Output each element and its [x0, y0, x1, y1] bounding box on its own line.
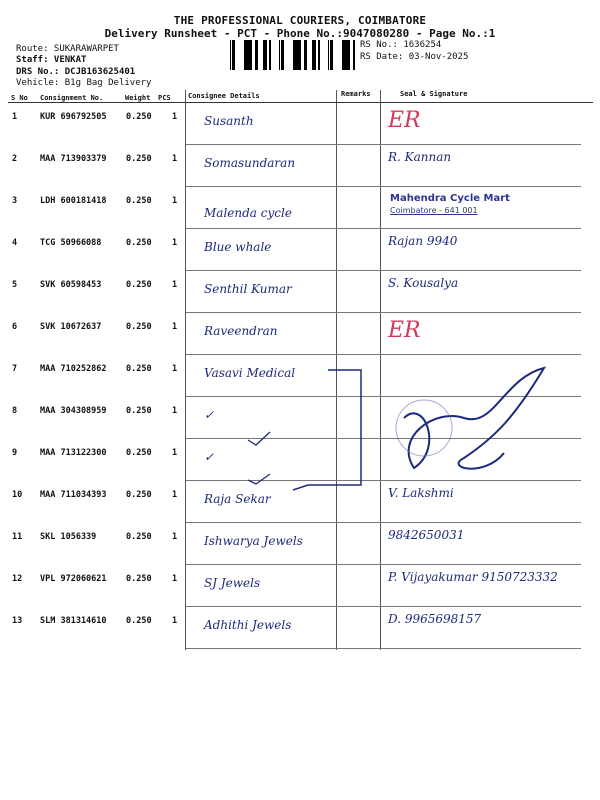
- row-signature: ER: [388, 318, 421, 343]
- row-weight: 0.250: [126, 154, 152, 164]
- route-label: Route: SUKARAWARPET: [16, 44, 119, 54]
- row-pcs: 1: [172, 574, 178, 584]
- table-row: [8, 104, 593, 146]
- col-sno: S No: [11, 94, 28, 102]
- row-pcs: 1: [172, 238, 178, 248]
- row-signature: S. Kousalya: [388, 276, 459, 290]
- col-weight: Weight: [125, 94, 151, 102]
- row-signature: V. Lakshmi: [388, 486, 454, 500]
- row-pcs: 1: [172, 406, 178, 416]
- row-weight: 0.250: [126, 574, 152, 584]
- row-consignment-no: KUR 696792505: [40, 112, 107, 122]
- col-seal-signature: Seal & Signature: [400, 90, 468, 98]
- row-sno: 2: [12, 154, 18, 164]
- row-sno: 7: [12, 364, 18, 374]
- row-weight: 0.250: [126, 406, 152, 416]
- row-consignee: Senthil Kumar: [204, 282, 292, 296]
- company-title: THE PROFESSIONAL COURIERS, COIMBATORE: [173, 14, 427, 27]
- row-consignment-no: SVK 60598453: [40, 280, 102, 290]
- row-consignment-no: SVK 10672637: [40, 322, 102, 332]
- row-weight: 0.250: [126, 532, 152, 542]
- table-row: [8, 146, 593, 188]
- row-sno: 8: [12, 406, 18, 416]
- row-consignee: Ishwarya Jewels: [204, 534, 303, 548]
- row-consignee: Raveendran: [204, 324, 278, 338]
- row-pcs: 1: [172, 322, 178, 332]
- rs-number: RS No.: 1636254: [360, 40, 442, 50]
- bracket-mark: [178, 360, 378, 510]
- stamp-name: Mahendra Cycle Mart: [390, 193, 510, 204]
- table-row: [8, 566, 593, 608]
- staff-label: Staff: VENKAT: [16, 55, 87, 65]
- row-sno: 1: [12, 112, 18, 122]
- row-consignee: ✓: [204, 450, 215, 464]
- row-pcs: 1: [172, 616, 178, 626]
- row-consignee: Adhithi Jewels: [204, 618, 292, 632]
- row-consignee: ✓: [204, 408, 215, 422]
- drs-number: DRS No.: DCJB163625401: [16, 67, 136, 77]
- row-consignment-no: VPL 972060621: [40, 574, 107, 584]
- col-consignment: Consignment No.: [40, 94, 104, 102]
- row-pcs: 1: [172, 448, 178, 458]
- table-row: [8, 314, 593, 356]
- row-pcs: 1: [172, 112, 178, 122]
- row-consignment-no: LDH 600181418: [40, 196, 107, 206]
- vehicle-label: Vehicle: B1g Bag Delivery: [16, 78, 152, 88]
- row-weight: 0.250: [126, 364, 152, 374]
- row-consignment-no: TCG 50966088: [40, 238, 102, 248]
- row-signature: P. Vijayakumar 9150723332: [388, 570, 558, 584]
- row-consignment-no: MAA 304308959: [40, 406, 107, 416]
- row-weight: 0.250: [126, 616, 152, 626]
- row-pcs: 1: [172, 280, 178, 290]
- company-stamp: [390, 193, 560, 215]
- row-sno: 3: [12, 196, 18, 206]
- row-consignment-no: SLM 381314610: [40, 616, 107, 626]
- row-weight: 0.250: [126, 238, 152, 248]
- table-row: [8, 608, 593, 650]
- barcode-icon: [229, 40, 355, 70]
- row-consignee: Raja Sekar: [204, 492, 271, 506]
- row-consignment-no: MAA 710252862: [40, 364, 107, 374]
- rs-date: RS Date: 03-Nov-2025: [360, 52, 469, 62]
- row-consignee: Somasundaran: [204, 156, 296, 170]
- row-sno: 11: [12, 532, 23, 542]
- row-sno: 5: [12, 280, 18, 290]
- row-signature: D. 9965698157: [388, 612, 482, 626]
- row-pcs: 1: [172, 154, 178, 164]
- table-row: [8, 272, 593, 314]
- row-pcs: 1: [172, 490, 178, 500]
- signature-scribble: [384, 358, 584, 508]
- row-consignee: Blue whale: [204, 240, 272, 254]
- row-sno: 6: [12, 322, 18, 332]
- row-pcs: 1: [172, 364, 178, 374]
- table-row: [8, 524, 593, 566]
- row-pcs: 1: [172, 532, 178, 542]
- row-sno: 13: [12, 616, 23, 626]
- row-consignment-no: MAA 711034393: [40, 490, 107, 500]
- runsheet-subtitle: Delivery Runsheet - PCT - Phone No.:9047080280 - Page No.:1: [104, 27, 496, 40]
- col-pcs: PCS: [158, 94, 171, 102]
- col-consignee: Consignee Details: [188, 92, 260, 100]
- row-consignee: Malenda cycle: [204, 206, 292, 220]
- row-weight: 0.250: [126, 112, 152, 122]
- row-weight: 0.250: [126, 490, 152, 500]
- row-signature: 9842650031: [388, 528, 465, 542]
- row-weight: 0.250: [126, 280, 152, 290]
- row-weight: 0.250: [126, 196, 152, 206]
- row-signature: ER: [388, 108, 421, 133]
- row-weight: 0.250: [126, 322, 152, 332]
- stamp-sub: Coimbatore - 641 001: [390, 206, 478, 215]
- row-sno: 4: [12, 238, 18, 248]
- table-row: [8, 230, 593, 272]
- row-consignee: Vasavi Medical: [204, 366, 296, 380]
- row-consignment-no: SKL 1056339: [40, 532, 97, 542]
- col-remarks: Remarks: [341, 90, 371, 98]
- runsheet-table: [8, 90, 593, 650]
- row-signature: Rajan 9940: [388, 234, 458, 248]
- row-signature: R. Kannan: [388, 150, 452, 164]
- row-sno: 12: [12, 574, 23, 584]
- row-pcs: 1: [172, 196, 178, 206]
- row-sno: 10: [12, 490, 23, 500]
- row-consignment-no: MAA 713122300: [40, 448, 107, 458]
- row-consignee: Susanth: [204, 114, 254, 128]
- row-sno: 9: [12, 448, 18, 458]
- row-weight: 0.250: [126, 448, 152, 458]
- row-consignee: SJ Jewels: [204, 576, 261, 590]
- row-consignment-no: MAA 713903379: [40, 154, 107, 164]
